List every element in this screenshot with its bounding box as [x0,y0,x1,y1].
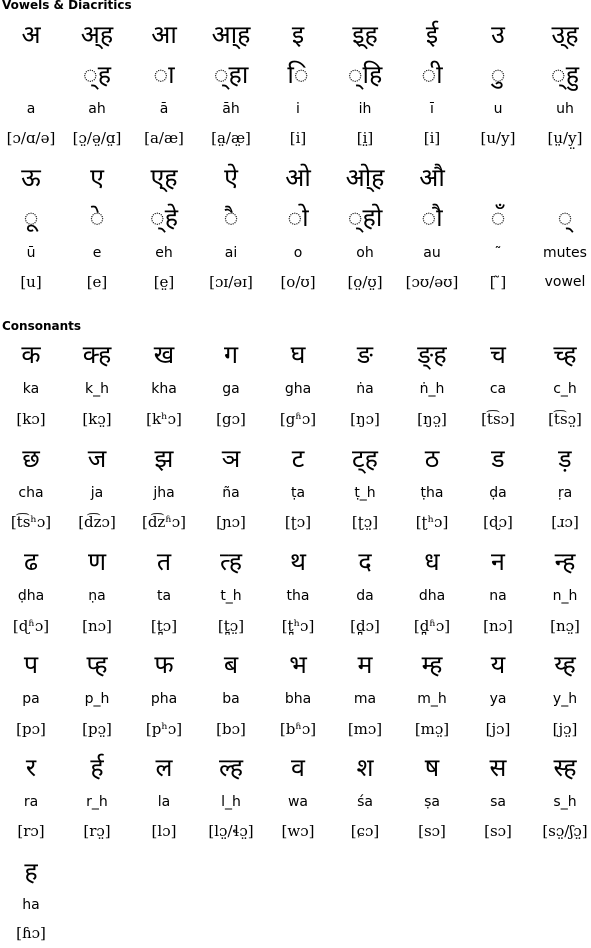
consonant-latin-row [0,478,591,508]
consonant-ipa: [ʈɔ̤] [351,513,379,531]
consonant-ipa: [d͡zɔ] [78,513,116,531]
consonant-letter: द [358,547,372,576]
consonant-latin: ja [90,485,104,501]
consonant-ipa-row [0,816,591,846]
vowel-letter: आ [151,20,177,49]
consonant-ipa: [ŋɔ̤] [417,410,447,428]
consonant-letter: प [23,650,39,679]
consonant-letter: य्ह [554,650,576,679]
consonant-latin: m_h [417,691,447,707]
vowel-ipa: [o̤/ʊ̤] [347,273,383,291]
vowel-ipa: [u/y] [480,129,516,147]
consonant-latin-row [0,581,591,611]
consonant-letter: स्ह [553,753,577,782]
consonant-letter-row [0,547,591,577]
consonant-ipa: [ɦɔ] [16,924,46,942]
consonant-ipa: [t̪ɔ] [150,617,178,635]
consonant-ipa-row [0,714,591,744]
vowel-letter: ई [425,20,439,49]
consonant-letter: ङ [357,340,373,369]
vowel-diacritic: ◌ि [287,60,309,89]
consonant-letter: च [490,340,506,369]
consonant-ipa: [kʰɔ] [146,410,182,428]
consonant-letter: र [25,753,37,782]
consonant-letter: ञ [221,444,241,473]
consonant-letter-row [0,650,591,680]
consonant-latin: ba [222,691,240,707]
consonant-latin: ya [489,691,507,707]
vowel-diacritic: ◌्हु [550,60,580,89]
consonant-latin: ṭha [420,485,444,501]
consonant-letter: व [291,753,305,782]
vowel-latin: uh [556,101,574,117]
consonant-ipa: [mɔ] [347,720,383,738]
consonant-ipa: [kɔ] [16,410,46,428]
consonant-letter: ष [424,753,440,782]
vowel-diacritic: ◌ा [153,60,175,89]
consonant-letter: थ [290,547,306,576]
consonant-ipa: [d̪ʱɔ] [413,617,451,635]
consonant-ipa-row [0,507,591,537]
consonant-ipa: [ɹɔ] [551,513,579,531]
vowel-letter: ऊ [21,163,41,192]
consonant-letter: श [356,753,374,782]
consonant-latin: na [489,588,507,604]
consonant-ipa: [t̪ʰɔ] [281,617,315,635]
vowel-latin: ū [26,245,36,261]
vowel-diacritic: ◌ु [490,60,506,89]
consonant-latin: śa [357,794,373,810]
vowel-diacritic: ◌्हा [213,60,249,89]
consonant-latin: ṭ_h [354,485,376,501]
consonant-letter: ड [491,444,505,473]
consonant-letter: च्ह [553,340,577,369]
consonant-latin: c_h [553,381,577,397]
consonant-ipa: [jɔ̤] [552,720,578,738]
vowel-diacritic-row [0,60,591,90]
vowel-ipa: [e̤] [153,273,175,291]
consonant-ipa: [ʈɔ] [284,513,312,531]
vowel-ipa: [ ̃] [489,273,507,291]
consonant-ipa: [gɔ] [216,410,246,428]
consonant-letter: न [491,547,505,576]
consonant-letter: र्ह [90,753,104,782]
consonant-ipa: [wɔ] [281,822,315,840]
consonant-letter: न्ह [554,547,576,576]
consonant-letter: ण [87,547,107,576]
consonant-latin: da [356,588,374,604]
consonant-latin: ta [156,588,172,604]
consonant-ipa: [ʈʰɔ] [415,513,449,531]
consonant-ipa: [ɕɔ] [350,822,380,840]
consonant-latin: ṅ_h [419,381,445,397]
consonant-latin: tha [286,588,310,604]
consonant-latin: y_h [552,691,578,707]
consonant-ipa: [ɲɔ] [216,513,246,531]
consonant-letter: झ [154,444,174,473]
vowel-ipa: [i] [423,129,441,147]
vowel-letter: औ [419,163,445,192]
consonant-latin: ma [353,691,377,707]
vowel-latin: eh [155,245,173,261]
consonant-letter: भ [289,650,307,679]
consonant-latin: dha [418,588,446,604]
consonant-ipa: [rɔ] [17,822,45,840]
vowel-letter-row [0,163,591,193]
consonant-latin: cha [18,485,44,501]
consonant-letter: क्ह [82,340,112,369]
vowel-letter: अ [21,20,41,49]
consonant-latin: jha [153,485,175,501]
consonant-latin: ga [222,381,240,397]
vowel-letter: अ्ह [80,20,114,49]
consonant-letter: क [21,340,41,369]
consonant-letter-row [0,753,591,783]
vowel-letter-row [0,20,591,50]
consonant-latin: ṣa [424,794,440,810]
consonant-letter: ल्ह [218,753,244,782]
consonant-latin-row [0,890,591,920]
consonant-ipa: [mɔ̤] [414,720,450,738]
consonant-ipa: [sɔ̤/ʃɔ̤] [542,822,588,840]
consonant-ipa: [d͡zʱɔ] [141,513,187,531]
consonant-latin: sa [490,794,506,810]
consonant-ipa: [sɔ] [418,822,446,840]
consonant-ipa-row [0,404,591,434]
consonant-ipa: [t͡sɔ̤] [548,410,582,428]
consonant-ipa: [ɖɔ] [483,513,513,531]
consonant-ipa: [t͡sɔ] [481,410,515,428]
vowel-letter: ए [90,163,104,192]
vowels-title: Vowels & Diacritics [2,0,132,12]
vowel-ipa: [ɔɪ/əɪ] [209,273,253,291]
vowel-latin: o [293,245,303,261]
vowel-latin: āh [222,101,240,117]
consonant-ipa: [t͡sʰɔ] [10,513,52,531]
consonant-letter: ठ [424,444,440,473]
consonant-latin: ṇa [88,588,106,604]
vowel-latin: u [493,101,503,117]
vowel-latin: i [296,101,300,117]
consonant-ipa: [t̪ɔ̤] [217,617,245,635]
consonant-letter: प्ह [86,650,108,679]
vowel-ipa: [i] [289,129,307,147]
consonant-letter: ज [87,444,107,473]
vowel-diacritic: ◌्ह [82,60,112,89]
vowel-letter: ओ [285,163,311,192]
vowel-diacritic: ◌ू [23,203,39,232]
consonant-letter: ख [153,340,175,369]
vowel-ipa: [a/æ] [144,129,184,147]
vowel-latin: e [92,245,102,261]
vowel-latin: oh [356,245,374,261]
vowel-diacritic: ◌्हि [347,60,383,89]
consonant-latin: n_h [552,588,578,604]
consonant-ipa: [bʱɔ] [279,720,317,738]
consonant-letter: ट [291,444,305,473]
vowel-letter: उ्ह [551,20,579,49]
consonant-latin: ka [22,381,40,397]
vowel-diacritic: ◌ँ [490,203,506,232]
vowel-letter: इ [291,20,305,49]
vowel-latin: mutes [543,245,587,261]
vowel-ipa: [ṳ/y̤] [547,129,583,147]
consonant-letter-row [0,340,591,370]
consonants-title: Consonants [2,319,82,333]
consonant-ipa: [ɖʱɔ] [12,617,50,635]
consonant-latin: ra [23,794,39,810]
vowel-letter: इ्ह [352,20,378,49]
consonant-ipa: [jɔ] [485,720,511,738]
consonant-latin: ṅa [356,381,374,397]
consonant-latin: wa [287,794,309,810]
vowel-latin: ai [224,245,238,261]
consonant-latin: ṛa [557,485,573,501]
consonant-ipa: [ŋɔ] [350,410,380,428]
vowel-ipa: [ɔʊ/əʊ] [405,273,459,291]
consonant-ipa: [d̪ɔ] [350,617,380,635]
consonant-ipa: [pʰɔ] [145,720,183,738]
consonant-ipa: [bɔ] [216,720,246,738]
consonant-letter: म्ह [421,650,443,679]
consonant-latin: la [157,794,171,810]
vowel-ipa-row [0,267,591,297]
consonant-latin: bha [284,691,312,707]
vowel-diacritic: ◌् [557,203,573,232]
consonant-letter: छ [22,444,40,473]
vowel-letter: ओ्ह [345,163,385,192]
consonant-letter: घ [290,340,306,369]
vowel-diacritic: ◌्हो [347,203,383,232]
consonant-letter: ग [223,340,239,369]
consonant-letter: ङ्ह [417,340,447,369]
vowel-latin: ih [358,101,372,117]
consonant-latin: kha [151,381,177,397]
consonant-ipa: [rɔ̤] [83,822,111,840]
consonant-ipa: [lɔ̤/ɬɔ̤] [208,822,254,840]
vowel-latin: a [26,101,36,117]
vowel-latin: au [423,245,441,261]
consonant-latin: gha [284,381,312,397]
consonant-ipa: [pɔ] [16,720,46,738]
vowel-ipa: [o/ʊ] [280,273,316,291]
consonant-letter: ल [155,753,173,782]
vowel-letter: आ्ह [211,20,251,49]
vowel-latin: ā [159,101,169,117]
consonant-letter-row [0,857,591,887]
vowel-latin: ˜ [494,245,502,261]
consonant-letter: ढ [23,547,39,576]
consonant-letter: ध [424,547,440,576]
consonant-letter: त्ह [219,547,242,576]
consonant-ipa: [lɔ] [151,822,177,840]
vowel-diacritic: ◌ो [287,203,309,232]
vowel-diacritic-row [0,203,591,233]
consonant-ipa: [nɔ] [483,617,513,635]
vowel-ipa: [ɔ̤/ə̤/ɑ̤] [72,129,122,147]
vowel-ipa-row [0,123,591,153]
consonant-letter: ह [24,857,38,886]
consonant-latin: t_h [220,588,242,604]
consonant-latin-row [0,684,591,714]
vowel-ipa: vowel [544,274,586,290]
vowel-latin: ī [430,101,434,117]
vowel-ipa: [u] [20,273,42,291]
consonant-letter: य [490,650,506,679]
vowel-diacritic: ◌े [89,203,105,232]
consonant-latin: r_h [86,794,108,810]
consonant-latin-row [0,374,591,404]
consonant-letter: त [156,547,172,576]
consonant-latin: k_h [85,381,109,397]
vowel-ipa: [ɔ/ɑ/ə] [6,129,56,147]
consonant-latin: pa [22,691,40,707]
consonant-letter: ब [223,650,239,679]
consonant-letter: ट्ह [352,444,378,473]
consonant-ipa: [nɔ̤] [550,617,580,635]
consonant-latin: ṭa [290,485,306,501]
consonant-letter: ड़ [558,444,572,473]
vowel-diacritic: ◌्हे [149,203,179,232]
consonant-ipa: [sɔ] [484,822,512,840]
consonant-ipa: [nɔ] [82,617,112,635]
consonant-latin: pha [150,691,178,707]
consonant-latin-row [0,787,591,817]
vowel-diacritic: ◌ौ [421,203,443,232]
vowel-ipa: [e] [86,273,108,291]
consonant-latin: ḍha [17,588,45,604]
consonant-letter: फ [154,650,174,679]
consonant-letter-row [0,444,591,474]
vowel-ipa: [i̤] [356,129,374,147]
consonant-latin: l_h [221,794,241,810]
vowel-letter: ए्ह [150,163,178,192]
consonant-latin: ca [489,381,507,397]
consonant-latin: p_h [84,691,110,707]
vowel-latin: ah [88,101,106,117]
consonant-ipa-row [0,611,591,641]
consonant-ipa: [gʱɔ] [279,410,317,428]
consonant-latin: s_h [553,794,577,810]
vowel-latin-row [0,94,591,124]
consonant-latin: ña [222,485,240,501]
consonant-latin: ha [22,897,40,913]
consonant-letter: म [357,650,373,679]
vowel-letter: उ [491,20,505,49]
vowel-diacritic: ◌ै [223,203,239,232]
consonant-latin: ḍa [489,485,507,501]
vowel-letter: ऐ [224,163,238,192]
vowel-ipa: [a̤/æ̤] [211,129,251,147]
vowel-latin-row [0,238,591,268]
consonant-letter: स [489,753,507,782]
vowel-diacritic: ◌ी [421,60,443,89]
consonant-ipa: [kɔ̤] [82,410,112,428]
consonant-ipa: [pɔ̤] [82,720,112,738]
